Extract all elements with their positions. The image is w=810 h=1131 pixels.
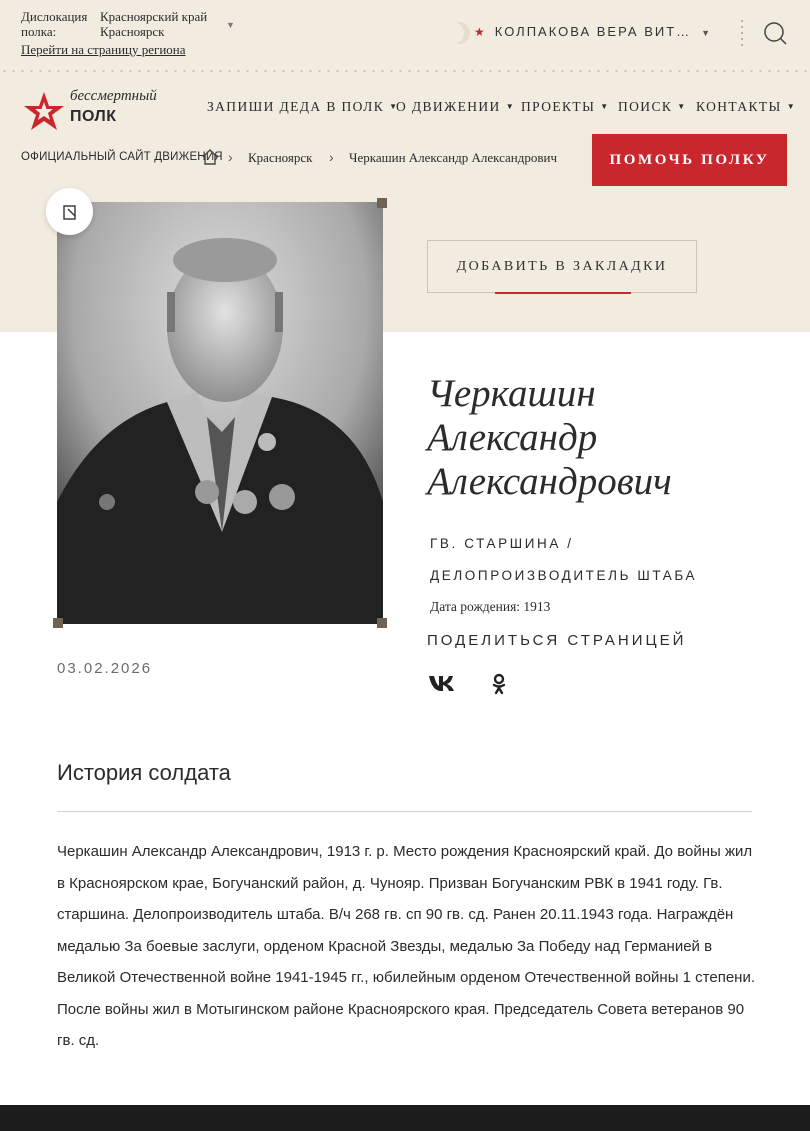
nav-item-o-dvizhenii[interactable]: О ДВИЖЕНИИ ▼ (396, 99, 516, 114)
chevron-down-icon: ▼ (701, 28, 713, 38)
share-title: ПОДЕЛИТЬСЯ СТРАНИЦЕЙ (427, 632, 687, 649)
soldier-photo (57, 202, 383, 624)
dotted-divider (0, 70, 810, 72)
soldier-rank: ГВ. СТАРШИНА / ДЕЛОПРОИЗВОДИТЕЛЬ ШТАБА (430, 536, 698, 583)
chevron-right-icon: › (329, 149, 334, 165)
add-bookmark-button[interactable] (427, 240, 697, 293)
breadcrumb (21, 150, 591, 166)
location-label: Дислокация полка: (21, 9, 88, 39)
chevron-down-icon: ▼ (600, 102, 610, 111)
history-title: История солдата (57, 760, 231, 785)
portrait-illustration (57, 202, 383, 624)
history-text: Черкашин Александр Александрович, 1913 г. р. Место рождения Красноярский край. До войны жил в Красноярском крае, Богучанский район, д. Чунояр. Призван Богучанским РВК в 1941 году. Гв. старшина. Делопроизводитель штаба. В/ч 268 гв. сп 90 гв. сд. Ранен 20.11.1943 года. Награждён медалью За боевые заслуги, орденом Красной Звезды, медалью За Победу над Германией в Великой Отечественной войне 1941-1945 гг., юбилейным орденом Отечественной войны 1 степени. После войны жил в Мотыгинском районе Красноярского края. Председатель Совета ветеранов 90 гв. сд. (57, 843, 755, 1049)
vk-icon[interactable] (428, 673, 458, 693)
logo-script-text: бессмертный (70, 88, 157, 104)
moon-decoration-icon (448, 22, 470, 44)
soldier-photo-frame (53, 198, 387, 628)
star-icon: ★ (474, 25, 487, 39)
help-regiment-button[interactable]: ПОМОЧЬ ПОЛКУ (592, 134, 787, 186)
location-value[interactable] (100, 9, 230, 39)
add-bookmark-label: ДОБАВИТЬ В ЗАКЛАДКИ (456, 258, 668, 274)
edit-button[interactable] (46, 188, 93, 235)
location-chevron-down-icon[interactable]: ▼ (226, 20, 235, 30)
chevron-right-icon: › (228, 149, 233, 165)
chevron-down-icon: ▼ (389, 102, 399, 111)
odnoklassniki-icon[interactable] (490, 673, 508, 695)
accent-underline (495, 292, 631, 294)
breadcrumb-current: Черкашин Александр Александрович (349, 150, 557, 165)
photo-corner (53, 618, 63, 628)
search-icon (762, 20, 788, 46)
breadcrumb-city-link[interactable]: Красноярск (248, 150, 313, 165)
history-divider (57, 811, 752, 812)
footer (0, 1105, 810, 1131)
nav-item-proekty[interactable]: ПРОЕКТЫ ▼ (521, 99, 610, 114)
logo-bold-text: ПОЛК (70, 108, 117, 125)
vertical-divider (741, 18, 743, 48)
top-bar (0, 0, 810, 72)
chevron-down-icon: ▼ (677, 102, 687, 111)
edit-icon (61, 203, 79, 221)
nav-item-kontakty[interactable]: КОНТАКТЫ ▼ (696, 99, 797, 114)
location-region: Красноярский край (100, 9, 208, 24)
user-menu[interactable] (474, 24, 712, 39)
chevron-down-icon: ▼ (786, 102, 797, 111)
breadcrumb-site-label: ОФИЦИАЛЬНЫЙ САЙТ ДВИЖЕНИЯ (21, 151, 223, 163)
photo-corner (377, 618, 387, 628)
main-nav (0, 99, 810, 119)
chevron-down-icon: ▼ (505, 102, 516, 111)
nav-item-poisk[interactable]: ПОИСК ▼ (618, 99, 687, 114)
search-button[interactable] (762, 20, 788, 46)
region-page-link[interactable]: Перейти на страницу региона (21, 42, 186, 57)
user-name: КОЛПАКОВА ВЕРА ВИТ… (494, 24, 692, 39)
birth-date: Дата рождения: 1913 (430, 599, 551, 614)
publish-date: 03.02.2026 (57, 660, 153, 677)
home-icon[interactable] (201, 148, 219, 166)
soldier-name: Черкашин Александр Александрович (427, 372, 672, 503)
nav-item-zapishi[interactable]: ЗАПИШИ ДЕДА В ПОЛК ▼ (207, 99, 399, 114)
location-city: Красноярск (100, 24, 165, 39)
photo-corner (377, 198, 387, 208)
